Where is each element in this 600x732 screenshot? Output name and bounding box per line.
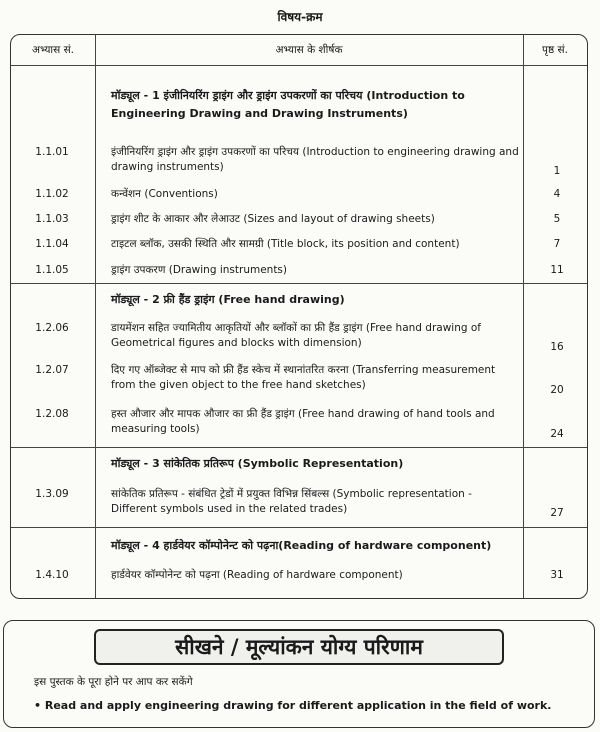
- exercise-number: 1.1.02: [35, 188, 69, 200]
- module-title: मॉड्यूल - 3 सांकेतिक प्रतिरूप (Symbolic Representation): [111, 457, 404, 470]
- exercise-title: दिए गए ऑब्जेक्ट से माप को फ्री हैंड स्केच में स्थानांतरित करना (Transferring measurement from the given object to the free hand sketches): [111, 364, 496, 391]
- module-title: मॉड्यूल - 1 इंजीनियरिंग ड्राइंग और ड्राइंग उपकरणों का परिचय (Introduction to Engineering Drawing and Drawing Instruments): [111, 89, 465, 120]
- header-exercise-title: अभ्यास के शीर्षक: [275, 44, 343, 56]
- exercise-number: 1.1.05: [35, 264, 69, 276]
- header-page-no: पृष्ठ सं.: [542, 44, 568, 56]
- exercise-title: कन्वेंशन (Conventions): [111, 188, 218, 200]
- exercise-title: ड्राइंग शीट के आकार और लेआउट (Sizes and layout of drawing sheets): [111, 213, 435, 225]
- page-number: 1: [553, 165, 561, 177]
- page-number: 5: [553, 213, 561, 225]
- exercise-title: हार्डवेयर कॉम्पोनेन्ट को पढ़ना (Reading of hardware component): [111, 569, 403, 581]
- learning-outcomes-box: [3, 620, 595, 728]
- exercise-number: 1.2.06: [35, 322, 69, 334]
- outcome-item: • Read and apply engineering drawing for different application in the field of work.: [34, 699, 552, 712]
- outcomes-intro: इस पुस्तक के पूरा होने पर आप कर सकेंगे: [34, 676, 193, 688]
- exercise-number: 1.1.04: [35, 238, 69, 250]
- exercise-title: टाइटल ब्लॉक, उसकी स्थिति और सामग्री (Title block, its position and content): [111, 238, 460, 250]
- module-title: मॉड्यूल - 4 हार्डवेयर कॉम्पोनेन्ट को पढ़ना(Reading of hardware component): [111, 539, 492, 552]
- contents-table: [10, 34, 588, 599]
- column-divider: [95, 35, 96, 598]
- page-number: 16: [550, 341, 564, 353]
- page-title: विषय-क्रम: [277, 10, 323, 24]
- exercise-number: 1.2.07: [35, 364, 69, 376]
- row-divider: [11, 283, 587, 284]
- page-number: 27: [550, 507, 564, 519]
- page-number: 11: [550, 264, 564, 276]
- exercise-title: डायमेंशन सहित ज्यामितीय आकृतियों और ब्लॉकों का फ्री हैंड ड्राइंग (Free hand drawing of Geometrical figures and blocks with dimension): [111, 322, 482, 349]
- exercise-title: हस्त औजार और मापक औजार का फ्री हैंड ड्राइंग (Free hand drawing of hand tools and measuring tools): [111, 408, 495, 435]
- page-number: 4: [553, 188, 561, 200]
- module-title: मॉड्यूल - 2 फ्री हैंड ड्राइंग (Free hand drawing): [111, 293, 345, 306]
- row-divider: [11, 527, 587, 528]
- row-divider: [11, 65, 587, 66]
- header-exercise-no: अभ्यास सं.: [31, 44, 75, 56]
- exercise-number: 1.2.08: [35, 408, 69, 420]
- exercise-title: इंजीनियरिंग ड्राइंग और ड्राइंग उपकरणों का परिचय (Introduction to engineering drawing and drawing instruments): [111, 146, 519, 173]
- outcomes-heading: सीखने / मूल्यांकन योग्य परिणाम: [94, 629, 504, 665]
- exercise-number: 1.4.10: [35, 569, 69, 581]
- exercise-title: ड्राइंग उपकरण (Drawing instruments): [111, 264, 288, 276]
- exercise-title: सांकेतिक प्रतिरूप - संबंधित ट्रेडों में प्रयुक्त विभिन्न सिंबल्स (Symbolic representation - Different symbols used in the related trades): [111, 488, 472, 515]
- exercise-number: 1.1.01: [35, 146, 69, 158]
- row-divider: [11, 447, 587, 448]
- page-number: 7: [553, 238, 561, 250]
- page-number: 20: [550, 384, 564, 396]
- column-divider: [523, 35, 524, 598]
- page-number: 31: [550, 569, 564, 581]
- exercise-number: 1.1.03: [35, 213, 69, 225]
- exercise-number: 1.3.09: [35, 488, 69, 500]
- page-number: 24: [550, 428, 564, 440]
